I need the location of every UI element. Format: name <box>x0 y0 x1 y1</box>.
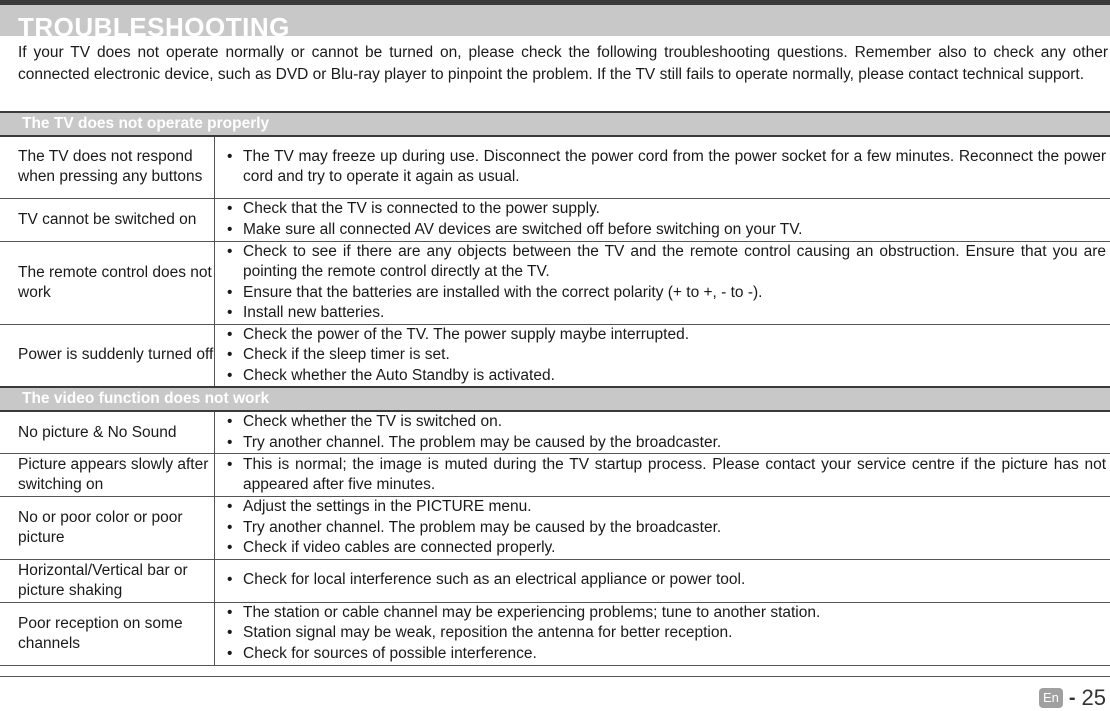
page-number: 25 <box>1081 685 1106 710</box>
solution-list <box>225 412 1106 453</box>
solution-list <box>225 497 1106 559</box>
solution-item: • The TV may freeze up during use. Disconnect the power cord from the power socket for a few minutes. Reconnect the power cord and try to operate it again as usual. <box>225 147 1106 188</box>
problem-cell: The remote control does not work <box>0 241 215 324</box>
section-heading: The video function does not work <box>0 387 1110 411</box>
solution-item: • Adjust the settings in the PICTURE menu. <box>225 497 1106 518</box>
solution-item: • Ensure that the batteries are installed with the correct polarity (+ to +, - to -). <box>225 283 1106 304</box>
solution-item: • This is normal; the image is muted during the TV startup process. Please contact your service centre if the picture has not appeared after five minutes. <box>225 455 1106 496</box>
solution-cell <box>215 411 1110 454</box>
solution-item: • Check to see if there are any objects between the TV and the remote control causing an obstruction. Ensure that you are pointing the remote control directly at the TV. <box>225 242 1106 283</box>
intro-paragraph: If your TV does not operate normally or cannot be turned on, please check the following troubleshooting questions. Remember also to check any other connected electronic device, such as DVD or Blu-ray player to pinpoint the problem. If the TV still fails to operate normally, please contact technical support. <box>18 44 1108 83</box>
section-heading: The TV does not operate properly <box>0 112 1110 136</box>
solution-item: • The station or cable channel may be experiencing problems; tune to another station. <box>225 603 1106 624</box>
table-row <box>0 241 1110 324</box>
solution-cell <box>215 497 1110 560</box>
solution-cell <box>215 198 1110 241</box>
solution-item: • Check if the sleep timer is set. <box>225 345 1106 366</box>
solution-cell <box>215 454 1110 497</box>
table-row <box>0 454 1110 497</box>
section-header <box>0 387 1110 411</box>
solution-item: • Check for local interference such as an electrical appliance or power tool. <box>225 570 1106 591</box>
solution-item: • Try another channel. The problem may be caused by the broadcaster. <box>225 518 1106 539</box>
footer-dash: - <box>1068 687 1076 709</box>
solution-item: • Install new batteries. <box>225 303 1106 324</box>
problem-cell: No or poor color or poor picture <box>0 497 215 560</box>
solution-list <box>225 242 1106 324</box>
solution-list <box>225 603 1106 665</box>
table-row <box>0 559 1110 602</box>
solution-cell <box>215 559 1110 602</box>
solution-list <box>225 455 1106 496</box>
troubleshooting-table <box>0 111 1110 666</box>
solution-list <box>225 570 1106 591</box>
table-row <box>0 602 1110 665</box>
solution-list <box>225 199 1106 240</box>
problem-cell: Poor reception on some channels <box>0 602 215 665</box>
problem-cell: No picture & No Sound <box>0 411 215 454</box>
table-row <box>0 324 1110 387</box>
solution-item: • Make sure all connected AV devices are switched off before switching on your TV. <box>225 220 1106 241</box>
page-title: TROUBLESHOOTING <box>18 12 290 36</box>
problem-cell: TV cannot be switched on <box>0 198 215 241</box>
table-end-rule <box>0 676 1110 677</box>
solution-item: • Check whether the Auto Standby is activated. <box>225 366 1106 387</box>
problem-cell: Horizontal/Vertical bar or picture shaking <box>0 559 215 602</box>
solution-list <box>225 147 1106 188</box>
solution-item: • Check for sources of possible interference. <box>225 644 1106 665</box>
solution-list <box>225 325 1106 387</box>
problem-cell: Power is suddenly turned off <box>0 324 215 387</box>
problem-cell: Picture appears slowly after switching on <box>0 454 215 497</box>
solution-cell <box>215 324 1110 387</box>
section-header <box>0 112 1110 136</box>
solution-cell <box>215 241 1110 324</box>
solution-cell <box>215 136 1110 198</box>
solution-item: • Check if video cables are connected properly. <box>225 538 1106 559</box>
table-row <box>0 136 1110 198</box>
table-row <box>0 198 1110 241</box>
problem-cell: The TV does not respond when pressing any buttons <box>0 136 215 198</box>
solution-cell <box>215 602 1110 665</box>
solution-item: • Try another channel. The problem may be caused by the broadcaster. <box>225 433 1106 454</box>
language-badge: En <box>1039 688 1063 708</box>
solution-item: • Station signal may be weak, reposition the antenna for better reception. <box>225 623 1106 644</box>
solution-item: • Check the power of the TV. The power supply maybe interrupted. <box>225 325 1106 346</box>
table-row <box>0 411 1110 454</box>
page-footer <box>1039 686 1106 710</box>
solution-item: • Check whether the TV is switched on. <box>225 412 1106 433</box>
table-row <box>0 497 1110 560</box>
solution-item: • Check that the TV is connected to the power supply. <box>225 199 1106 220</box>
